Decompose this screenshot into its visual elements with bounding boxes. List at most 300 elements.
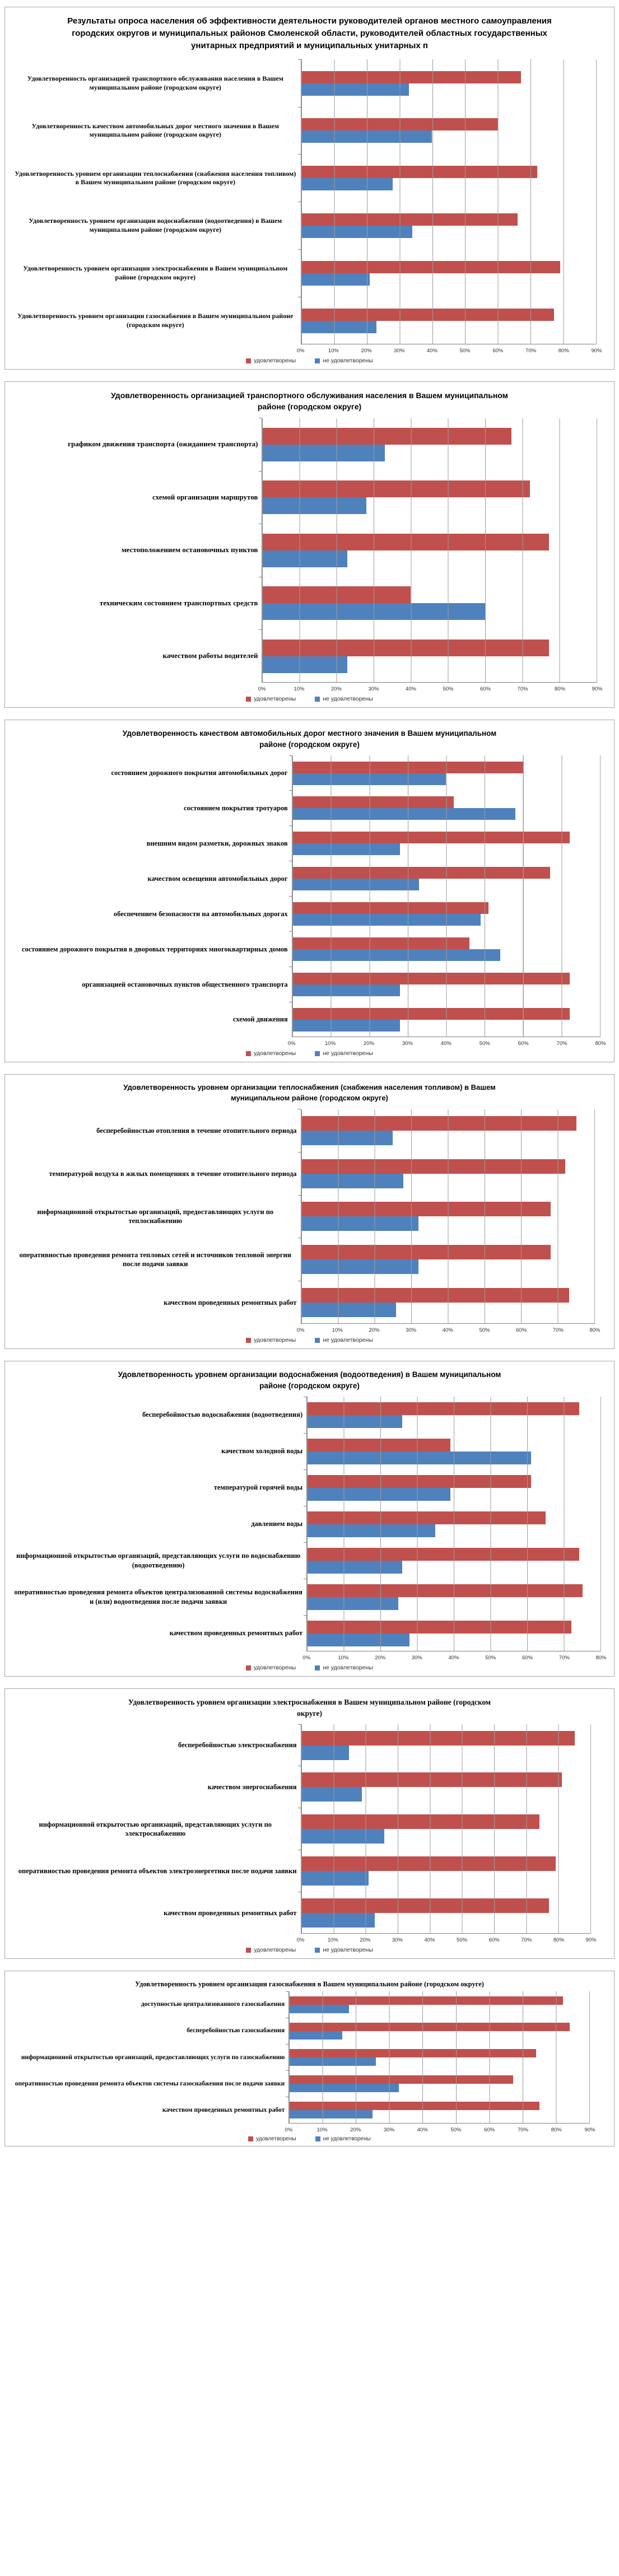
bar-satisfied bbox=[288, 2023, 570, 2031]
axis-tick-label: 80% bbox=[589, 1327, 601, 1333]
legend-item-satisfied bbox=[246, 696, 296, 702]
axis-tick-label: 30% bbox=[394, 348, 405, 354]
bar-not-satisfied bbox=[262, 603, 485, 620]
chart-panel-gas bbox=[4, 1971, 615, 2146]
bar-group bbox=[301, 107, 597, 155]
legend-item-satisfied bbox=[248, 2136, 296, 2142]
axis-tick-label: 10% bbox=[328, 348, 339, 354]
bar-group bbox=[301, 202, 597, 250]
axis-tick-label: 70% bbox=[517, 686, 528, 692]
chart-row bbox=[12, 59, 607, 107]
chart-row bbox=[12, 249, 607, 297]
bar-not-satisfied bbox=[301, 1746, 349, 1760]
bar-satisfied bbox=[306, 1439, 450, 1452]
legend-swatch bbox=[315, 1665, 320, 1670]
legend-item-not-satisfied bbox=[315, 1947, 373, 1953]
legend-swatch bbox=[246, 358, 251, 363]
axis-tick-label: 0% bbox=[285, 2127, 293, 2133]
category-label: информационной открытостью организаций, представляющих услуги по электроснабжению bbox=[39, 1820, 272, 1838]
bar-not-satisfied bbox=[262, 550, 347, 567]
category-label: Удовлетворенность уровнем организации газоснабжения в Вашем муниципальном районе (городском округе) bbox=[17, 312, 294, 329]
plot-area bbox=[12, 59, 607, 354]
legend-label: не удовлетворены bbox=[323, 696, 373, 702]
bar-not-satisfied bbox=[301, 1216, 418, 1231]
category-label: качеством холодной воды bbox=[221, 1447, 303, 1455]
plot-area bbox=[12, 1397, 607, 1662]
legend bbox=[11, 2134, 608, 2144]
axis-tick-label: 70% bbox=[525, 348, 537, 354]
chart-row bbox=[12, 861, 607, 897]
axis-tick-label: 50% bbox=[479, 1327, 490, 1333]
axis-tick-label: 0% bbox=[287, 1040, 296, 1047]
legend-label: не удовлетворены bbox=[323, 1947, 373, 1953]
chart-row bbox=[12, 297, 607, 344]
bar-not-satisfied bbox=[288, 2110, 372, 2118]
chart-row bbox=[12, 418, 607, 471]
axis-tick-label: 80% bbox=[551, 2127, 562, 2133]
axis-tick-label: 80% bbox=[595, 1655, 607, 1661]
plot-area bbox=[12, 1109, 607, 1334]
bar-group bbox=[288, 2018, 590, 2044]
chart-row bbox=[12, 1002, 607, 1037]
bar-group bbox=[306, 1433, 601, 1469]
category-label: Удовлетворенность организацией транспортного обслуживания населения в Вашем муниципальном районе (городском округе) bbox=[27, 74, 283, 91]
bar-not-satisfied bbox=[301, 1131, 393, 1145]
category-label: техническим состоянием транспортных средств bbox=[99, 598, 258, 607]
bar-group bbox=[292, 897, 601, 932]
axis-tick-label: 10% bbox=[327, 1937, 338, 1943]
chart-title: Удовлетворенность организацией транспортного обслуживания населения в Вашем муниципальном районе (городском округе) bbox=[110, 391, 508, 412]
bar-satisfied bbox=[301, 1898, 550, 1913]
axis-tick-label: 80% bbox=[553, 1937, 564, 1943]
chart-panel-water bbox=[4, 1361, 615, 1677]
legend-item-satisfied bbox=[246, 1947, 296, 1953]
legend-swatch bbox=[246, 1665, 251, 1670]
category-label: качеством проведенных ремонтных работ bbox=[169, 1629, 303, 1637]
axis-tick-label: 10% bbox=[332, 1327, 343, 1333]
bar-not-satisfied bbox=[292, 914, 481, 926]
category-label: состоянием покрытия тротуаров bbox=[184, 804, 288, 813]
legend-swatch bbox=[246, 697, 251, 702]
chart-row bbox=[12, 630, 607, 683]
chart-row bbox=[12, 1615, 607, 1651]
legend-item-not-satisfied bbox=[315, 1337, 373, 1343]
bar-group bbox=[292, 861, 601, 897]
category-label: организацией остановочных пунктов общественного транспорта bbox=[82, 980, 288, 988]
legend-label: не удовлетворены bbox=[323, 1050, 373, 1057]
legend bbox=[11, 1662, 608, 1674]
category-label: обеспечением безопасности на автомобильных дорогах bbox=[113, 909, 288, 918]
bar-not-satisfied bbox=[301, 1259, 418, 1274]
bar-satisfied bbox=[288, 2049, 536, 2057]
chart-row bbox=[12, 2097, 607, 2124]
bar-not-satisfied bbox=[292, 879, 419, 890]
bar-not-satisfied bbox=[288, 2057, 375, 2066]
legend-item-satisfied bbox=[246, 1337, 296, 1343]
legend-item-satisfied bbox=[246, 1664, 296, 1671]
bar-not-satisfied bbox=[306, 1452, 531, 1464]
bar-rows bbox=[12, 1109, 607, 1324]
axis-tick-label: 70% bbox=[521, 1937, 532, 1943]
legend bbox=[11, 1334, 608, 1346]
chart-row bbox=[12, 826, 607, 861]
bar-not-satisfied bbox=[262, 656, 347, 673]
category-label: температурой горячей воды bbox=[213, 1483, 303, 1492]
category-label: доступностью централизованного газоснабжения bbox=[141, 2001, 285, 2008]
category-label: информационной открытостью организаций, предоставляющих услуги по теплоснабжению bbox=[37, 1208, 274, 1225]
legend-label: удовлетворены bbox=[254, 357, 296, 364]
axis-tick-label: 20% bbox=[363, 1040, 374, 1047]
axis-tick-label: 10% bbox=[338, 1655, 349, 1661]
legend-item-not-satisfied bbox=[315, 1664, 373, 1671]
chart-title: Удовлетворенность качеством автомобильных дорог местного значения в Вашем муниципальном районе (городском округе) bbox=[122, 729, 497, 749]
bar-group bbox=[288, 2044, 590, 2070]
axis-tick-label: 90% bbox=[585, 1937, 597, 1943]
chart-title: Удовлетворенность уровнем организации газоснабжения в Вашем муниципальном районе (городском округе) bbox=[135, 1980, 484, 1988]
bar-satisfied bbox=[306, 1475, 531, 1488]
plot-area bbox=[12, 418, 607, 693]
bar-group bbox=[301, 59, 597, 107]
bar-group bbox=[288, 2071, 590, 2097]
bar-satisfied bbox=[301, 1856, 556, 1871]
bar-group bbox=[301, 1850, 591, 1892]
chart-row bbox=[12, 967, 607, 1002]
bar-satisfied bbox=[292, 1008, 570, 1020]
chart-row bbox=[12, 1724, 607, 1766]
axis-tick-label: 30% bbox=[368, 686, 379, 692]
bar-group bbox=[301, 1281, 595, 1324]
bar-satisfied bbox=[301, 1288, 569, 1303]
category-label: качеством проведенных ремонтных работ bbox=[164, 1908, 297, 1917]
bar-group bbox=[301, 1152, 595, 1195]
legend-item-not-satisfied bbox=[315, 2136, 371, 2142]
legend-swatch bbox=[315, 1338, 320, 1343]
chart-title: Удовлетворенность уровнем организации водоснабжения (водоотведения) в Вашем муниципальном районе (городском округе) bbox=[118, 1370, 501, 1390]
axis-tick-label: 50% bbox=[450, 2127, 462, 2133]
category-label: состоянием дорожного покрытия автомобильных дорог bbox=[111, 769, 288, 777]
bar-rows bbox=[12, 755, 607, 1037]
bar-group bbox=[292, 967, 601, 1002]
x-axis bbox=[287, 1040, 606, 1047]
axis-tick-label: 20% bbox=[331, 686, 342, 692]
bar-rows bbox=[12, 1397, 607, 1651]
axis-tick-label: 50% bbox=[459, 348, 471, 354]
bar-satisfied bbox=[262, 428, 511, 445]
bar-group bbox=[306, 1397, 601, 1433]
chart-row bbox=[12, 931, 607, 967]
plot-area bbox=[12, 1724, 607, 1944]
legend-item-satisfied bbox=[246, 357, 296, 364]
axis-tick-label: 60% bbox=[492, 348, 504, 354]
bar-satisfied bbox=[306, 1621, 571, 1634]
bar-group bbox=[301, 1724, 591, 1766]
bar-satisfied bbox=[301, 1731, 575, 1746]
bar-group bbox=[301, 1892, 591, 1934]
bar-group bbox=[306, 1615, 601, 1651]
legend-label: удовлетворены bbox=[256, 2135, 296, 2142]
legend bbox=[11, 1944, 608, 1956]
axis-tick-label: 90% bbox=[591, 348, 602, 354]
bar-satisfied bbox=[301, 1202, 551, 1216]
bar-group bbox=[262, 577, 597, 629]
bar-rows bbox=[12, 1724, 607, 1934]
chart-panel-electricity bbox=[4, 1688, 615, 1959]
axis-tick-label: 20% bbox=[369, 1327, 380, 1333]
axis-tick-label: 20% bbox=[350, 2127, 361, 2133]
category-label: бесперебойностью водоснабжения (водоотведения) bbox=[142, 1411, 303, 1419]
chart-row bbox=[12, 2018, 607, 2044]
axis-tick-label: 90% bbox=[592, 686, 603, 692]
bar-not-satisfied bbox=[306, 1524, 435, 1537]
category-label: качеством освещения автомобильных дорог bbox=[147, 875, 288, 883]
bar-not-satisfied bbox=[306, 1634, 409, 1646]
bar-not-satisfied bbox=[301, 1871, 369, 1886]
axis-tick-label: 50% bbox=[457, 1937, 468, 1943]
bar-not-satisfied bbox=[301, 1829, 385, 1844]
chart-row bbox=[12, 897, 607, 932]
chart-row bbox=[12, 2071, 607, 2097]
category-label: качеством проведенных ремонтных работ bbox=[162, 2106, 285, 2113]
bar-group bbox=[306, 1579, 601, 1615]
x-axis bbox=[302, 1654, 607, 1662]
axis-tick-label: 50% bbox=[443, 686, 454, 692]
legend-label: не удовлетворены bbox=[323, 357, 373, 364]
bar-satisfied bbox=[301, 1116, 577, 1131]
chart-row bbox=[12, 524, 607, 577]
axis-tick-label: 30% bbox=[402, 1040, 413, 1047]
category-label: оперативностью проведения ремонта объектов электроэнергетики после подачи заявки bbox=[18, 1866, 297, 1875]
chart-panel-summary bbox=[4, 7, 615, 370]
chart-row bbox=[12, 1850, 607, 1892]
chart-panel-heating bbox=[4, 1074, 615, 1349]
legend-label: удовлетворены bbox=[254, 1337, 296, 1343]
bar-not-satisfied bbox=[288, 2031, 342, 2040]
bar-group bbox=[301, 155, 597, 202]
bar-satisfied bbox=[301, 71, 521, 83]
chart-row bbox=[12, 577, 607, 629]
axis-tick-label: 10% bbox=[294, 686, 305, 692]
bar-not-satisfied bbox=[292, 949, 500, 961]
category-label: графиком движения транспорта (ожиданием транспорта) bbox=[68, 440, 258, 449]
chart-row bbox=[12, 2044, 607, 2070]
chart-panel-transport bbox=[4, 381, 615, 708]
category-label: давлением воды bbox=[251, 1520, 303, 1528]
legend-swatch bbox=[315, 358, 320, 363]
bar-not-satisfied bbox=[292, 808, 516, 820]
legend-label: удовлетворены bbox=[254, 1664, 296, 1671]
plot-area bbox=[12, 1991, 607, 2134]
category-label: бесперебойностью электроснабжения bbox=[178, 1741, 297, 1749]
category-label: качеством энергоснабжения bbox=[207, 1783, 297, 1791]
category-label: Удовлетворенность уровнем организации теплоснабжения (снабжения населения топливом) в Вашем муниципальном районе (городском округе) bbox=[15, 169, 296, 186]
chart-row bbox=[12, 202, 607, 250]
category-label: оперативностью проведения ремонта тепловых сетей и источников тепловой энергии после подачи заявки bbox=[19, 1250, 291, 1268]
bar-not-satisfied bbox=[306, 1488, 450, 1501]
category-label: схемой организации маршрутов bbox=[152, 492, 258, 501]
bar-not-satisfied bbox=[306, 1415, 402, 1428]
legend-item-not-satisfied bbox=[315, 696, 373, 702]
axis-tick-label: 40% bbox=[426, 348, 438, 354]
category-label: качеством работы водителей bbox=[162, 651, 258, 660]
axis-tick-label: 0% bbox=[296, 348, 305, 354]
axis-tick-label: 70% bbox=[517, 2127, 529, 2133]
axis-tick-label: 40% bbox=[448, 1655, 459, 1661]
legend-label: удовлетворены bbox=[254, 1050, 296, 1057]
chart-panel-roads bbox=[4, 720, 615, 1062]
bar-not-satisfied bbox=[301, 1913, 375, 1928]
axis-tick-label: 50% bbox=[485, 1655, 496, 1661]
bar-rows bbox=[12, 418, 607, 683]
bar-satisfied bbox=[262, 534, 548, 550]
bar-satisfied bbox=[292, 973, 570, 984]
axis-tick-label: 0% bbox=[296, 1327, 305, 1333]
chart-row bbox=[12, 1991, 607, 2018]
bar-satisfied bbox=[301, 118, 498, 130]
legend bbox=[11, 354, 608, 367]
bar-group bbox=[262, 418, 597, 471]
bar-not-satisfied bbox=[301, 273, 370, 286]
chart-row bbox=[12, 1469, 607, 1506]
axis-tick-label: 20% bbox=[361, 348, 372, 354]
bar-satisfied bbox=[288, 2075, 513, 2084]
bar-satisfied bbox=[292, 902, 489, 914]
bar-satisfied bbox=[306, 1511, 546, 1524]
bar-satisfied bbox=[301, 309, 554, 321]
bar-satisfied bbox=[301, 1772, 562, 1787]
bar-not-satisfied bbox=[301, 1787, 362, 1802]
chart-row bbox=[12, 107, 607, 155]
bar-satisfied bbox=[301, 1245, 551, 1259]
bar-group bbox=[301, 1238, 595, 1281]
bar-not-satisfied bbox=[301, 321, 376, 333]
category-label: бесперебойностью газоснабжения bbox=[187, 2027, 285, 2034]
chart-row bbox=[12, 1808, 607, 1850]
bar-not-satisfied bbox=[292, 1020, 400, 1032]
legend-swatch bbox=[315, 2136, 320, 2141]
x-axis bbox=[296, 1327, 601, 1334]
legend-item-not-satisfied bbox=[315, 1050, 373, 1057]
legend bbox=[11, 693, 608, 705]
legend-label: не удовлетворены bbox=[323, 2135, 371, 2142]
chart-title: Удовлетворенность уровнем организации теплоснабжения (снабжения населения топливом) в Вашем муниципальном районе (городском округе) bbox=[123, 1083, 496, 1102]
category-label: Удовлетворенность уровнем организации электроснабжения в Вашем муниципальном районе (городском округе) bbox=[23, 264, 288, 281]
bar-not-satisfied bbox=[301, 130, 432, 143]
axis-tick-label: 60% bbox=[518, 1040, 529, 1047]
bar-satisfied bbox=[292, 832, 570, 843]
category-label: местоположением остановочных пунктов bbox=[121, 545, 258, 554]
axis-tick-label: 80% bbox=[558, 348, 569, 354]
x-axis bbox=[285, 2126, 595, 2134]
bar-not-satisfied bbox=[301, 178, 393, 190]
category-label: Удовлетворенность качеством автомобильных дорог местного значения в Вашем муниципальном районе (городском округе) bbox=[31, 122, 279, 139]
bar-group bbox=[306, 1542, 601, 1579]
chart-row bbox=[12, 155, 607, 202]
bar-group bbox=[262, 471, 597, 524]
axis-tick-label: 70% bbox=[556, 1040, 567, 1047]
axis-tick-label: 70% bbox=[552, 1327, 564, 1333]
bar-group bbox=[288, 1991, 590, 2018]
bar-satisfied bbox=[306, 1548, 579, 1561]
bar-group bbox=[292, 1002, 601, 1037]
category-label: схемой движения bbox=[232, 1015, 288, 1024]
legend-item-satisfied bbox=[246, 1050, 296, 1057]
legend-label: не удовлетворены bbox=[323, 1337, 373, 1343]
axis-tick-label: 0% bbox=[302, 1655, 311, 1661]
legend-swatch bbox=[246, 1051, 251, 1056]
bar-not-satisfied bbox=[301, 1174, 404, 1188]
chart-row bbox=[12, 1506, 607, 1542]
chart-row bbox=[12, 1238, 607, 1281]
legend-swatch bbox=[315, 1948, 320, 1953]
axis-tick-label: 50% bbox=[479, 1040, 490, 1047]
chart-row bbox=[12, 1579, 607, 1615]
chart-row bbox=[12, 1542, 607, 1579]
bar-not-satisfied bbox=[292, 773, 446, 785]
bar-not-satisfied bbox=[262, 445, 384, 461]
bar-satisfied bbox=[262, 480, 530, 497]
bar-group bbox=[292, 931, 601, 967]
bar-group bbox=[292, 826, 601, 861]
bar-group bbox=[301, 297, 597, 344]
axis-tick-label: 30% bbox=[411, 1655, 422, 1661]
category-label: оперативностью проведения ремонта объектов системы газоснабжения после подачи заявки bbox=[15, 2080, 285, 2087]
x-axis bbox=[296, 347, 602, 354]
plot-area bbox=[12, 755, 607, 1047]
axis-tick-label: 30% bbox=[384, 2127, 395, 2133]
bar-not-satisfied bbox=[288, 2084, 399, 2092]
bar-satisfied bbox=[288, 1996, 563, 2005]
bar-satisfied bbox=[301, 166, 538, 178]
bar-not-satisfied bbox=[288, 2005, 349, 2013]
bar-satisfied bbox=[292, 937, 469, 949]
chart-row bbox=[12, 1281, 607, 1324]
axis-tick-label: 40% bbox=[405, 686, 416, 692]
axis-tick-label: 20% bbox=[360, 1937, 371, 1943]
bar-group bbox=[262, 630, 597, 683]
axis-tick-label: 0% bbox=[296, 1937, 305, 1943]
bar-group bbox=[301, 1808, 591, 1850]
bar-group bbox=[292, 791, 601, 826]
axis-tick-label: 60% bbox=[480, 686, 491, 692]
category-label: температурой воздуха в жилых помещениях в течение отопительного периода bbox=[49, 1169, 297, 1178]
category-label: Удовлетворенность уровнем организации водоснабжения (водоотведения) в Вашем муниципальном районе (городском округе) bbox=[29, 217, 282, 234]
category-label: оперативностью проведения ремонта объектов централизованной системы водоснабжения и (или) водоотведения после подачи заявки bbox=[14, 1588, 302, 1606]
chart-row bbox=[12, 791, 607, 826]
bar-group bbox=[301, 1109, 595, 1152]
chart-row bbox=[12, 1397, 607, 1433]
legend-item-not-satisfied bbox=[315, 357, 373, 364]
bar-not-satisfied bbox=[292, 984, 400, 996]
bar-rows bbox=[12, 59, 607, 344]
legend-label: удовлетворены bbox=[254, 696, 296, 702]
axis-tick-label: 60% bbox=[488, 1937, 500, 1943]
axis-tick-label: 60% bbox=[522, 1655, 533, 1661]
category-label: состоянием дорожного покрытия в дворовых территориях многоквартирных домов bbox=[21, 945, 288, 953]
bar-group bbox=[306, 1506, 601, 1542]
chart-row bbox=[12, 1892, 607, 1934]
bar-not-satisfied bbox=[301, 83, 409, 96]
axis-tick-label: 80% bbox=[595, 1040, 606, 1047]
bar-rows bbox=[12, 1991, 607, 2124]
bar-not-satisfied bbox=[292, 843, 400, 855]
category-label: внешним видом разметки, дорожных знаков bbox=[146, 839, 288, 848]
axis-tick-label: 10% bbox=[317, 2127, 328, 2133]
bar-satisfied bbox=[292, 762, 524, 773]
axis-tick-label: 20% bbox=[375, 1655, 386, 1661]
chart-row bbox=[12, 471, 607, 524]
bar-not-satisfied bbox=[301, 1303, 397, 1317]
legend-swatch bbox=[246, 1948, 251, 1953]
